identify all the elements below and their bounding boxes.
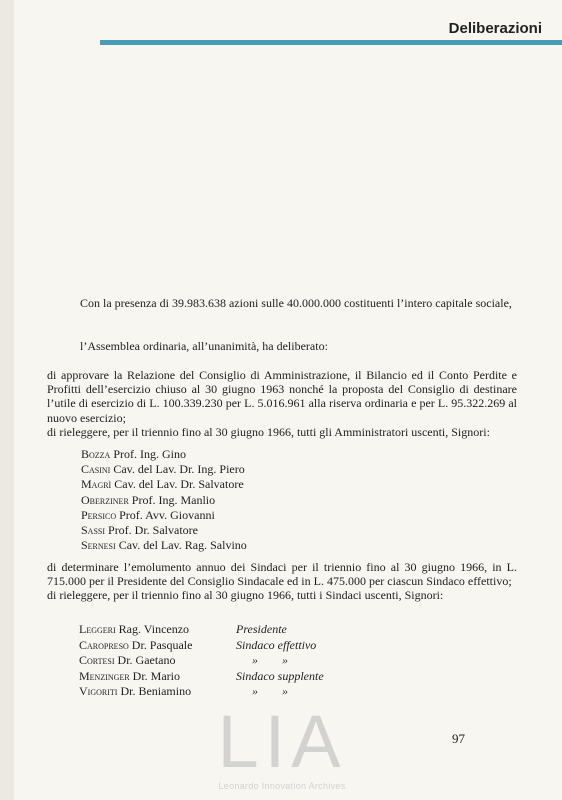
list-item: Menzinger Dr. Mario Sindaco supplente [79,668,324,683]
archive-watermark [207,700,357,791]
reelect-admin-text: di rieleggere, per il triennio fino al 30 giugno 1966, tutti gli Amministratori uscenti, Signori: [47,424,490,439]
list-item: Bozza Prof. Ing. Gino [81,447,187,461]
list-item: Cortesi Dr. Gaetano » » [79,653,288,668]
administrators-list [81,447,247,553]
page-edge [0,0,14,800]
reelect-sindaci-text: di rieleggere, per il triennio fino al 30 giugno 1966, tutti i Sindaci uscenti, Signori: [47,588,444,603]
list-item: Magrì Cav. del Lav. Dr. Salvatore [81,477,244,492]
role-label: » » [252,684,288,699]
role-label: » » [252,653,288,668]
approve-text: di approvare la Relazione del Consiglio di Amministrazione, il Bilancio ed il Conto Perdite e Profitti dell’esercizio chiuso al 30 giugno 1963 nonché la proposta del Consiglio di destinare l’utile di esercizio di L. 100.339.230 per L. 5.016.961 alla riserva ordinaria e per L. 95.322.269 al nuovo esercizio; [47,368,517,425]
role-label: Presidente [236,622,287,636]
intro-text: Con la presenza di 39.983.638 azioni sulle 40.000.000 costituenti l’intero capitale sociale, [80,296,512,310]
list-item: Oberziner Prof. Ing. Manlio [81,492,216,507]
lia-logo: LIA [217,700,347,783]
role-label: Sindaco supplente [236,668,324,683]
section-title: Deliberazioni [448,20,542,37]
header-rule [100,40,562,45]
list-item: Sernesi Cav. del Lav. Rag. Salvino [81,538,247,553]
page-number: 97 [452,731,465,746]
list-item: Caropreso Dr. Pasquale Sindaco effettivo [79,637,317,652]
list-item: Persico Prof. Avv. Giovanni [81,507,215,522]
list-item: Casini Cav. del Lav. Dr. Ing. Piero [81,462,245,477]
list-item: Sassi Prof. Dr. Salvatore [81,523,198,538]
list-item: Leggeri Rag. Vincenzo Presidente [79,622,287,636]
sindaci-list [79,622,324,700]
intro-paragraph [47,296,517,310]
sindaci-block [47,560,517,603]
assembly-text: l’Assemblea ordinaria, all’unanimità, ha deliberato: [80,339,328,353]
list-item: Vigoriti Dr. Beniamino » » [79,684,288,699]
assembly-paragraph [47,339,517,353]
emolument-text: di determinare l’emolumento annuo dei Sindaci per il triennio fino al 30 giugno 1966, in L. 715.000 per il Presidente del Consiglio Sindacale ed in L. 475.000 per ciascun Sindaco effettivo; [47,560,517,589]
role-label: Sindaco effettivo [236,637,317,652]
watermark-caption: Leonardo Innovation Archives [218,781,346,791]
resolutions-block [47,368,517,439]
